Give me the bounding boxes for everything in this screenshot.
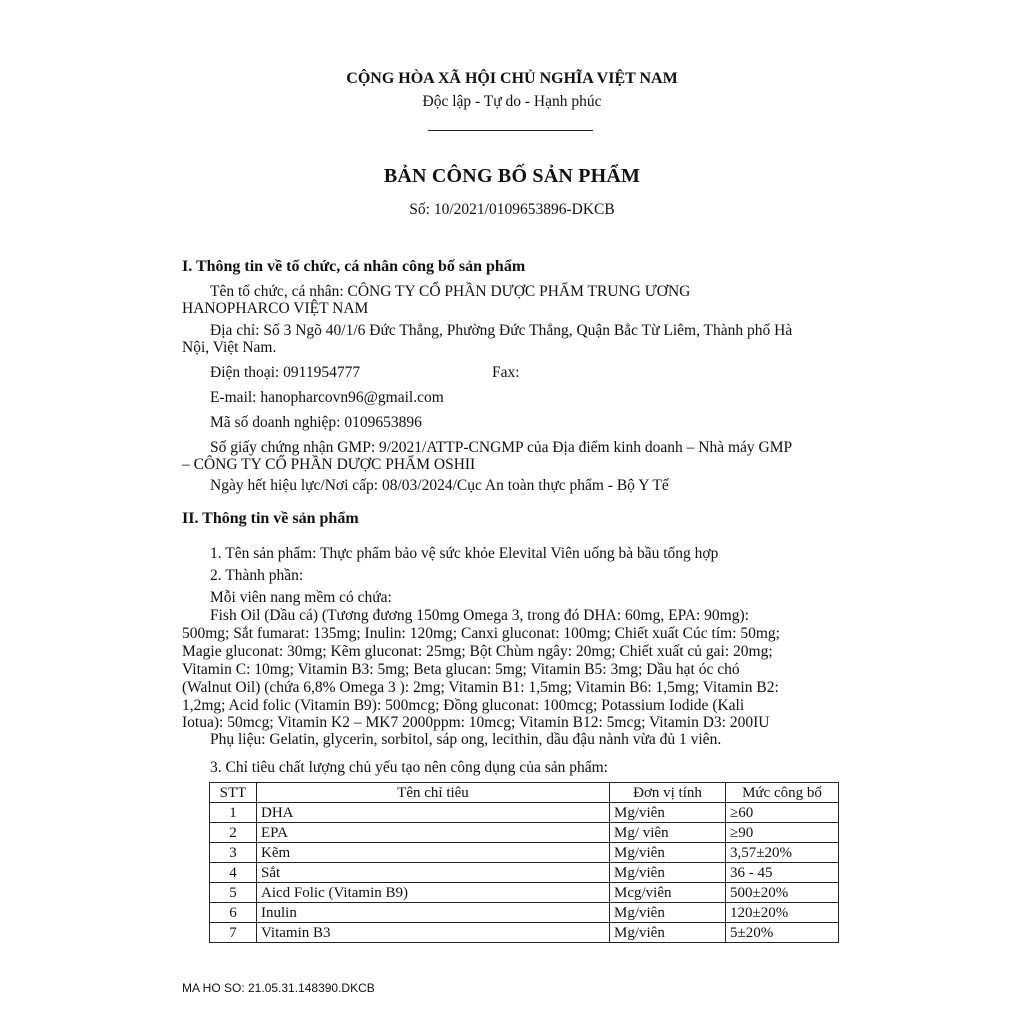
row-stt: 3	[210, 843, 257, 863]
gmp-line2: – CÔNG TY CỔ PHẦN DƯỢC PHẨM OSHII	[182, 456, 476, 473]
header-criterion: Tên chỉ tiêu	[257, 783, 610, 803]
header-unit: Đơn vị tính	[610, 783, 726, 803]
row-level: 120±20%	[726, 903, 839, 923]
section1-heading: I. Thông tin về tổ chức, cá nhân công bố sản phẩm	[182, 258, 526, 275]
row-stt: 6	[210, 903, 257, 923]
validity: Ngày hết hiệu lực/Nơi cấp: 08/03/2024/Cục An toàn thực phẩm - Bộ Y Tế	[210, 477, 669, 494]
row-criterion: Vitamin B3	[257, 923, 610, 943]
row-unit: Mg/viên	[610, 923, 726, 943]
ingredients-line: Iotua): 50mcg; Vitamin K2 – MK7 2000ppm: 10mcg; Vitamin B12: 5mcg; Vitamin D3: 200IU	[182, 714, 770, 731]
row-level: 500±20%	[726, 883, 839, 903]
ingredients-line: Mỗi viên nang mềm có chứa:	[210, 589, 392, 606]
ingredients-label: 2. Thành phần:	[210, 567, 304, 584]
fax: Fax:	[492, 364, 520, 381]
row-stt: 5	[210, 883, 257, 903]
header-stt: STT	[210, 783, 257, 803]
header-declared-level: Mức công bố	[726, 783, 839, 803]
ingredients-line: Fish Oil (Dầu cá) (Tương đương 150mg Omega 3, trong đó DHA: 60mg, EPA: 90mg):	[210, 607, 749, 624]
org-name-line2: HANOPHARCO VIỆT NAM	[182, 300, 369, 317]
table-row	[210, 823, 839, 843]
row-unit: Mcg/viên	[610, 883, 726, 903]
ingredients-line: (Walnut Oil) (chứa 6,8% Omega 3 ): 2mg; Vitamin B1: 1,5mg; Vitamin B6: 1,5mg; Vitamin B2:	[182, 679, 779, 696]
table-header-row	[210, 783, 839, 803]
row-stt: 4	[210, 863, 257, 883]
row-stt: 2	[210, 823, 257, 843]
row-level: 3,57±20%	[726, 843, 839, 863]
ingredients-line: 1,2mg; Acid folic (Vitamin B9): 500mcg; Đồng gluconat: 100mcg; Potassium Iodide (Kali	[182, 697, 745, 714]
row-unit: Mg/viên	[610, 903, 726, 923]
table-row	[210, 863, 839, 883]
row-stt: 1	[210, 803, 257, 823]
row-unit: Mg/ viên	[610, 823, 726, 843]
document-title: BẢN CÔNG BỐ SẢN PHẨM	[383, 165, 641, 187]
business-code: Mã số doanh nghiệp: 0109653896	[210, 414, 422, 431]
table-row	[210, 883, 839, 903]
phone: Điện thoại: 0911954777	[210, 364, 361, 381]
row-level: 36 - 45	[726, 863, 839, 883]
row-criterion: DHA	[257, 803, 610, 823]
row-criterion: Aicd Folic (Vitamin B9)	[257, 883, 610, 903]
table-row	[210, 803, 839, 823]
ingredients-line: 500mg; Sắt fumarat: 135mg; Inulin: 120mg; Canxi gluconat: 100mg; Chiết xuất Cúc tím: 50mg;	[182, 625, 780, 642]
table-row	[210, 923, 839, 943]
email: E-mail: hanopharcovn96@gmail.com	[210, 389, 444, 406]
header-divider	[428, 130, 593, 131]
row-level: 5±20%	[726, 923, 839, 943]
table-row	[210, 843, 839, 863]
ingredients-line: Magie gluconat: 30mg; Kẽm gluconat: 25mg; Bột Chùm ngây: 20mg; Chiết xuất củ gai: 20mg;	[182, 643, 773, 660]
record-code: MA HO SO: 21.05.31.148390.DKCB	[182, 981, 375, 995]
section2-heading: II. Thông tin về sản phẩm	[182, 510, 359, 527]
row-level: ≥60	[726, 803, 839, 823]
address-line1: Địa chỉ: Số 3 Ngõ 40/1/6 Đức Thắng, Phường Đức Thắng, Quận Bắc Từ Liêm, Thành phố Hà	[210, 322, 793, 339]
table-row	[210, 903, 839, 923]
org-name-line1: Tên tổ chức, cá nhân: CÔNG TY CỔ PHẦN DƯỢC PHẨM TRUNG ƯƠNG	[210, 283, 691, 300]
gmp-line1: Số giấy chứng nhận GMP: 9/2021/ATTP-CNGMP của Địa điểm kinh doanh – Nhà máy GMP	[210, 439, 793, 456]
row-unit: Mg/viên	[610, 803, 726, 823]
country-header: CỘNG HÒA XÃ HỘI CHỦ NGHĨA VIỆT NAM	[346, 70, 678, 87]
row-unit: Mg/viên	[610, 863, 726, 883]
row-stt: 7	[210, 923, 257, 943]
row-criterion: EPA	[257, 823, 610, 843]
row-criterion: Kẽm	[257, 843, 610, 863]
quality-table	[209, 782, 839, 943]
row-level: ≥90	[726, 823, 839, 843]
address-line2: Nội, Việt Nam.	[182, 339, 277, 356]
quality-label: 3. Chỉ tiêu chất lượng chủ yếu tạo nên công dụng của sản phẩm:	[210, 759, 608, 776]
product-name: 1. Tên sản phẩm: Thực phẩm bảo vệ sức khỏe Elevital Viên uống bà bầu tổng hợp	[210, 545, 719, 562]
ingredients-line: Vitamin C: 10mg; Vitamin B3: 5mg; Beta glucan: 5mg; Vitamin B5: 3mg; Dầu hạt óc chó	[182, 661, 740, 678]
row-criterion: Sắt	[257, 863, 610, 883]
motto: Độc lập - Tự do - Hạnh phúc	[422, 93, 602, 110]
excipients-line: Phụ liệu: Gelatin, glycerin, sorbitol, sáp ong, lecithin, dầu đậu nành vừa đủ 1 viên.	[210, 731, 722, 748]
document-number: Số: 10/2021/0109653896-DKCB	[409, 201, 615, 218]
row-criterion: Inulin	[257, 903, 610, 923]
row-unit: Mg/viên	[610, 843, 726, 863]
